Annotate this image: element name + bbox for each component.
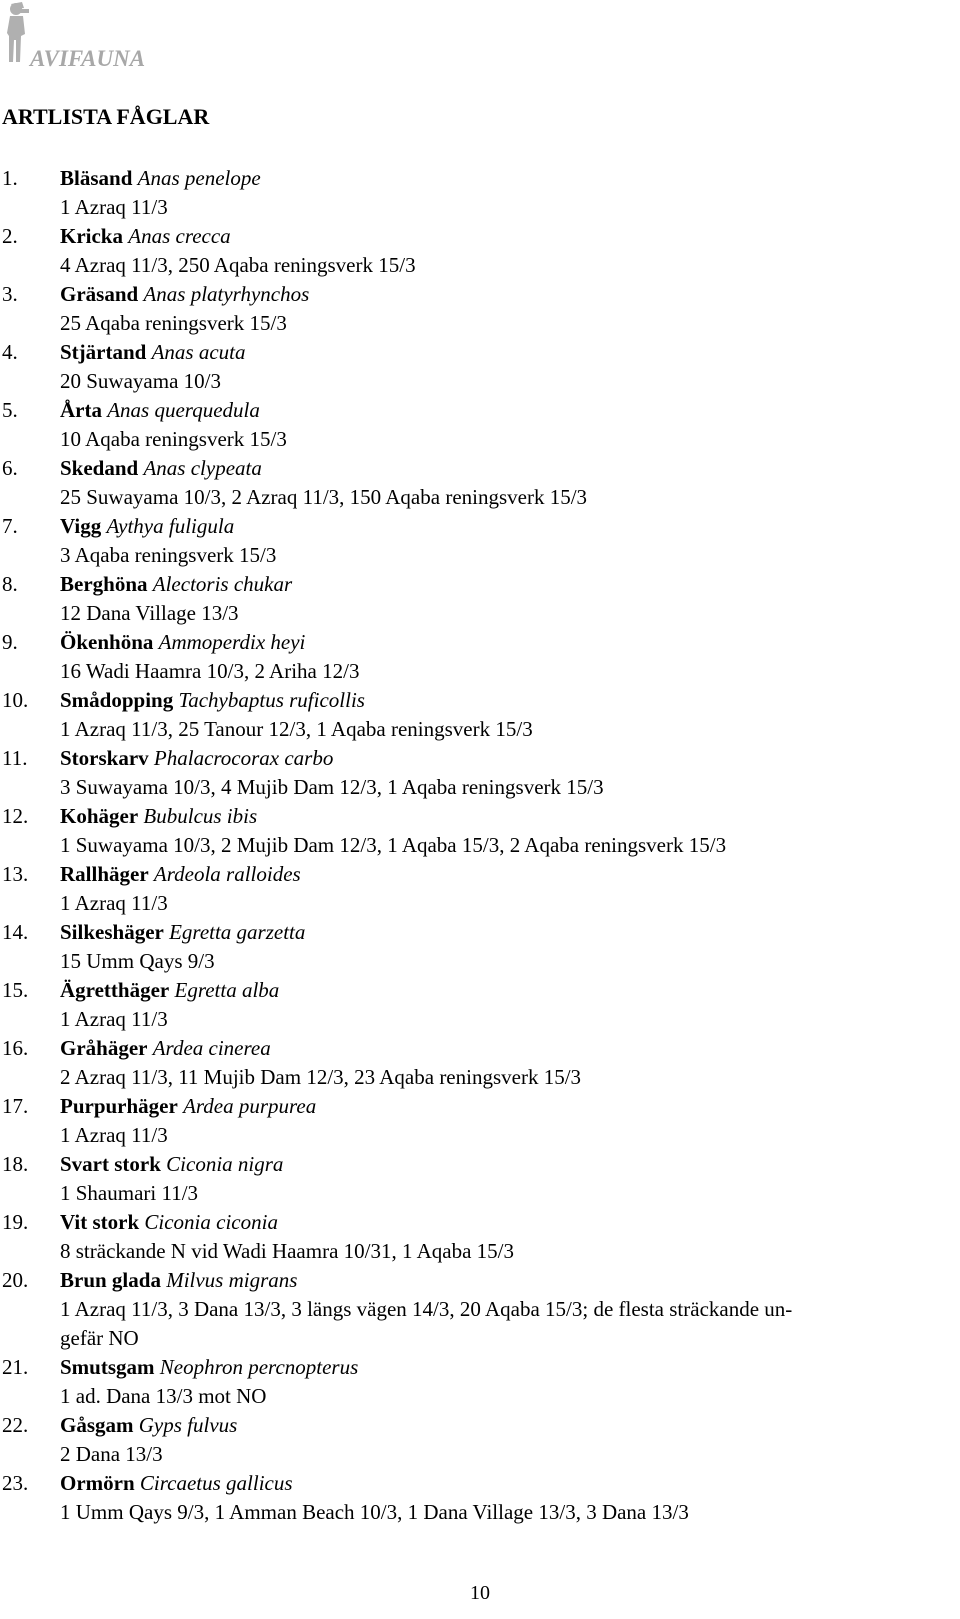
logo-text: AVIFAUNA <box>30 46 146 71</box>
species-scientific-name: Anas clypeata <box>143 456 262 480</box>
species-observations: 1 Azraq 11/3, 25 Tanour 12/3, 1 Aqaba reningsverk 15/3 <box>60 717 533 741</box>
species-scientific-name: Ciconia nigra <box>166 1152 284 1176</box>
species-observations: 12 Dana Village 13/3 <box>60 601 239 625</box>
species-entry <box>0 164 940 222</box>
species-name: Gräsand <box>60 282 139 306</box>
species-entry <box>0 628 940 686</box>
species-observations: 1 Azraq 11/3, 3 Dana 13/3, 3 längs vägen 14/3, 20 Aqaba 15/3; de flesta sträckande un- <box>60 1297 793 1321</box>
species-number: 13. <box>2 862 29 886</box>
species-entry <box>0 280 940 338</box>
species-observations: 16 Wadi Haamra 10/3, 2 Ariha 12/3 <box>60 659 360 683</box>
species-number: 21. <box>2 1355 29 1379</box>
species-number: 4. <box>2 340 18 364</box>
species-observations: 3 Suwayama 10/3, 4 Mujib Dam 12/3, 1 Aqaba reningsverk 15/3 <box>60 775 604 799</box>
species-header <box>0 222 940 251</box>
species-number: 14. <box>2 920 29 944</box>
species-entry <box>0 1469 940 1527</box>
species-scientific-name: Ammoperdix heyi <box>158 630 306 654</box>
species-header <box>0 1266 940 1295</box>
species-header <box>0 280 940 309</box>
species-entry <box>0 1092 940 1150</box>
species-entry <box>0 454 940 512</box>
species-header <box>0 918 940 947</box>
species-number: 12. <box>2 804 29 828</box>
species-observations: 2 Azraq 11/3, 11 Mujib Dam 12/3, 23 Aqaba reningsverk 15/3 <box>60 1065 582 1089</box>
species-scientific-name: Ardea purpurea <box>183 1094 317 1118</box>
species-scientific-name: Phalacrocorax carbo <box>153 746 334 770</box>
species-scientific-name: Bubulcus ibis <box>143 804 258 828</box>
species-name: Årta <box>60 398 102 422</box>
species-header <box>0 1411 940 1440</box>
species-scientific-name: Tachybaptus ruficollis <box>178 688 365 712</box>
species-header <box>0 744 940 773</box>
species-number: 3. <box>2 282 18 306</box>
species-header <box>0 454 940 483</box>
species-scientific-name: Ardeola ralloides <box>153 862 301 886</box>
species-scientific-name: Anas penelope <box>137 166 261 190</box>
species-name: Gåsgam <box>60 1413 134 1437</box>
species-number: 23. <box>2 1471 29 1495</box>
species-number: 16. <box>2 1036 29 1060</box>
species-name: Vit stork <box>60 1210 140 1234</box>
species-number: 8. <box>2 572 18 596</box>
species-observations: 1 Azraq 11/3 <box>60 1007 168 1031</box>
species-header <box>0 1150 940 1179</box>
species-observations: 25 Suwayama 10/3, 2 Azraq 11/3, 150 Aqaba reningsverk 15/3 <box>60 485 588 509</box>
species-observations: 1 Suwayama 10/3, 2 Mujib Dam 12/3, 1 Aqaba 15/3, 2 Aqaba reningsverk 15/3 <box>60 833 727 857</box>
species-name: Brun glada <box>60 1268 161 1292</box>
species-entry <box>0 744 940 802</box>
species-header <box>0 686 940 715</box>
species-observations: 1 Azraq 11/3 <box>60 891 168 915</box>
species-entry <box>0 1266 940 1353</box>
species-scientific-name: Gyps fulvus <box>138 1413 238 1437</box>
species-entry <box>0 1411 940 1469</box>
species-entry <box>0 512 940 570</box>
species-name: Kohäger <box>60 804 139 828</box>
species-name: Svart stork <box>60 1152 161 1176</box>
species-header <box>0 396 940 425</box>
species-name: Skedand <box>60 456 139 480</box>
species-observations: 1 Shaumari 11/3 <box>60 1181 199 1205</box>
species-observations: 20 Suwayama 10/3 <box>60 369 221 393</box>
species-name: Stjärtand <box>60 340 147 364</box>
species-number: 2. <box>2 224 18 248</box>
species-number: 10. <box>2 688 29 712</box>
species-header <box>0 164 940 193</box>
species-scientific-name: Anas acuta <box>151 340 246 364</box>
species-observations: 8 sträckande N vid Wadi Haamra 10/31, 1 Aqaba 15/3 <box>60 1239 514 1263</box>
species-name: Storskarv <box>60 746 149 770</box>
species-observations: 15 Umm Qays 9/3 <box>60 949 215 973</box>
species-list <box>0 164 940 1527</box>
species-name: Gråhäger <box>60 1036 148 1060</box>
species-scientific-name: Egretta garzetta <box>169 920 306 944</box>
page-title: ARTLISTA FÅGLAR <box>2 104 210 129</box>
species-observations: 1 Azraq 11/3 <box>60 195 168 219</box>
species-name: Ormörn <box>60 1471 135 1495</box>
species-name: Vigg <box>60 514 102 538</box>
species-observations: gefär NO <box>60 1326 139 1350</box>
species-number: 1. <box>2 166 18 190</box>
species-scientific-name: Egretta alba <box>174 978 280 1002</box>
avifauna-logo <box>2 0 202 80</box>
species-entry <box>0 570 940 628</box>
species-name: Kricka <box>60 224 123 248</box>
species-header <box>0 628 940 657</box>
species-observations: 3 Aqaba reningsverk 15/3 <box>60 543 277 567</box>
species-number: 17. <box>2 1094 29 1118</box>
species-header <box>0 512 940 541</box>
species-scientific-name: Neophron percnopterus <box>159 1355 359 1379</box>
species-name: Rallhäger <box>60 862 149 886</box>
species-number: 5. <box>2 398 18 422</box>
species-header <box>0 1353 940 1382</box>
species-observations: 4 Azraq 11/3, 250 Aqaba reningsverk 15/3 <box>60 253 416 277</box>
species-header <box>0 1034 940 1063</box>
species-entry <box>0 918 940 976</box>
species-observations: 25 Aqaba reningsverk 15/3 <box>60 311 287 335</box>
species-entry <box>0 976 940 1034</box>
species-entry <box>0 396 940 454</box>
species-number: 7. <box>2 514 18 538</box>
species-scientific-name: Anas platyrhynchos <box>143 282 310 306</box>
species-name: Silkeshäger <box>60 920 164 944</box>
species-header <box>0 570 940 599</box>
species-observations: 1 Umm Qays 9/3, 1 Amman Beach 10/3, 1 Dana Village 13/3, 3 Dana 13/3 <box>60 1500 689 1524</box>
species-observations: 2 Dana 13/3 <box>60 1442 163 1466</box>
species-scientific-name: Anas querquedula <box>107 398 260 422</box>
species-scientific-name: Circaetus gallicus <box>139 1471 293 1495</box>
species-name: Ökenhöna <box>60 630 154 654</box>
species-observations: 1 ad. Dana 13/3 mot NO <box>60 1384 267 1408</box>
species-number: 6. <box>2 456 18 480</box>
species-scientific-name: Ciconia ciconia <box>144 1210 278 1234</box>
species-name: Bläsand <box>60 166 133 190</box>
species-name: Ägretthäger <box>60 978 170 1002</box>
species-scientific-name: Anas crecca <box>128 224 231 248</box>
species-entry <box>0 1208 940 1266</box>
species-entry <box>0 860 940 918</box>
species-header <box>0 802 940 831</box>
species-entry <box>0 802 940 860</box>
species-header <box>0 860 940 889</box>
species-entry <box>0 1034 940 1092</box>
species-name: Smutsgam <box>60 1355 155 1379</box>
species-header <box>0 1469 940 1498</box>
species-observations: 1 Azraq 11/3 <box>60 1123 168 1147</box>
species-name: Purpurhäger <box>60 1094 178 1118</box>
species-scientific-name: Ardea cinerea <box>152 1036 271 1060</box>
species-scientific-name: Alectoris chukar <box>152 572 293 596</box>
species-number: 22. <box>2 1413 29 1437</box>
species-observations: 10 Aqaba reningsverk 15/3 <box>60 427 287 451</box>
species-entry <box>0 338 940 396</box>
species-entry <box>0 1150 940 1208</box>
species-name: Berghöna <box>60 572 148 596</box>
species-header <box>0 1208 940 1237</box>
species-name: Smådopping <box>60 688 174 712</box>
species-header <box>0 1092 940 1121</box>
species-number: 19. <box>2 1210 29 1234</box>
species-entry <box>0 222 940 280</box>
species-number: 15. <box>2 978 29 1002</box>
species-number: 9. <box>2 630 18 654</box>
birdwatcher-silhouette-icon <box>2 0 32 66</box>
species-scientific-name: Aythya fuligula <box>106 514 235 538</box>
species-header <box>0 976 940 1005</box>
page-number: 10 <box>470 1582 490 1604</box>
species-number: 20. <box>2 1268 29 1292</box>
species-entry <box>0 686 940 744</box>
species-number: 11. <box>2 746 28 770</box>
species-scientific-name: Milvus migrans <box>166 1268 298 1292</box>
species-header <box>0 338 940 367</box>
species-entry <box>0 1353 940 1411</box>
species-number: 18. <box>2 1152 29 1176</box>
